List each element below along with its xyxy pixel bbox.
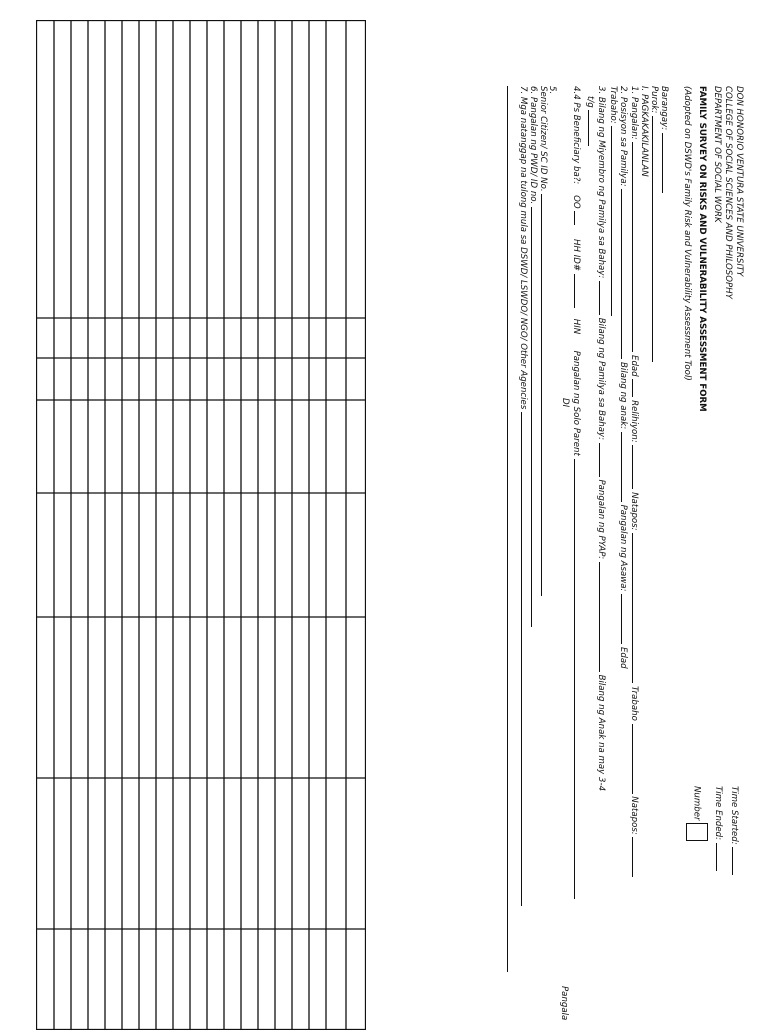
hh-id-input[interactable] <box>574 274 575 308</box>
trabaho-row <box>608 86 617 316</box>
item5-label: 5. <box>547 86 557 95</box>
pangalan-pyap-input[interactable] <box>599 562 600 672</box>
natanggap-label: 7. Mga natanggap na tulong mula sa DSWD/ LSWDO/ NGO/ Other Agencies <box>518 86 528 410</box>
posisyon-input[interactable] <box>621 189 622 359</box>
trabaho-label: Trabaho <box>629 686 639 721</box>
time-ended-input[interactable] <box>716 843 717 871</box>
senior-row <box>538 86 547 596</box>
pangalan-input[interactable] <box>632 142 633 352</box>
university-name: DON HONORIO VENTURA STATE UNIVERSITY <box>734 86 744 277</box>
bilang-miyembro-input[interactable] <box>599 281 600 315</box>
blank-line <box>504 86 513 972</box>
department-name: DEPARTMENT OF SOCIAL WORK <box>712 86 722 223</box>
pwd-input[interactable] <box>531 207 532 627</box>
time-ended-label: Time Ended: <box>713 786 723 840</box>
bilang-pamilya-input[interactable] <box>599 443 600 477</box>
time-started-input[interactable] <box>732 847 733 875</box>
time-ended-field <box>713 786 722 871</box>
natapos2-input[interactable] <box>632 837 633 877</box>
taong-gulang-input[interactable] <box>588 110 589 146</box>
pangalan-asawa-label: Pangalan ng Asawa: <box>618 504 628 592</box>
bilang-pamilya-label: Bilang ng Pamilya sa Bahay: <box>596 317 606 440</box>
number-label: Number <box>691 786 702 821</box>
bilang-miyembro-label: 3. Bilang ng Miyembro ng Pamilya sa Bahay: <box>596 86 606 279</box>
time-started-field <box>729 786 738 875</box>
pangalan-cut-label: Pangala <box>559 986 569 1021</box>
natapos-input[interactable] <box>632 533 633 683</box>
ps-beneficiary-label: 4.4 Ps Beneficiary ba?: <box>571 86 581 185</box>
hin-label: HIN <box>571 318 581 335</box>
assessment-grid-table <box>36 20 366 1030</box>
posisyon-label: 2. Posisyon sa Pamilya: <box>618 86 628 187</box>
barangay-input[interactable] <box>662 133 663 193</box>
time-started-label: Time Started: <box>729 786 739 845</box>
oo-input[interactable] <box>574 211 575 225</box>
pangalan-solo-label: Pangalan ng Solo Parent <box>571 350 581 456</box>
ps-beneficiary-row <box>571 86 580 899</box>
relihiyon-label: Relihiyon: <box>629 400 639 443</box>
natapos-label: Natapos: <box>629 492 639 531</box>
senior-input[interactable] <box>541 194 542 596</box>
family-survey-form <box>408 0 768 1024</box>
bilang-miyembro-row <box>596 86 605 791</box>
pangalan-row <box>629 86 638 877</box>
edad-input[interactable] <box>632 379 633 397</box>
barangay-field <box>659 86 668 193</box>
college-name: COLLEGE OF SOCIAL SCIENCES AND PHILOSOPHY <box>723 86 733 299</box>
grid-lines <box>36 20 366 1030</box>
purok-input[interactable] <box>652 116 653 362</box>
edad2-label: Edad <box>618 646 628 669</box>
edad-label: Edad <box>629 355 639 377</box>
number-field <box>686 786 708 841</box>
bilang-anak-edad-label: Bilang ng Anak na may 3-4 <box>596 674 606 792</box>
purok-label: Purok: <box>649 86 659 114</box>
taong-gulang-row <box>585 96 594 146</box>
posisyon-row <box>618 86 627 669</box>
form-title: FAMILY SURVEY ON RISKS AND VULNERABILITY ASSESSMENT FORM <box>697 86 707 412</box>
blank-line-input[interactable] <box>507 86 508 972</box>
relihiyon-input[interactable] <box>632 445 633 489</box>
trabaho-row-input[interactable] <box>611 126 612 316</box>
natapos2-label: Natapos: <box>629 796 639 835</box>
trabaho-row-label: Trabaho: <box>608 86 618 124</box>
di-option[interactable]: DI <box>560 398 570 408</box>
senior-label: Senior Citizen/ SC ID No. <box>538 86 548 192</box>
barangay-label: Barangay: <box>659 86 669 131</box>
bilang-anak-label: Bilang ng anak: <box>618 362 628 430</box>
form-subtitle: (Adopted on DSWD's Family Risk and Vulnerability Assessment Tool) <box>682 86 692 381</box>
number-box[interactable] <box>686 823 708 841</box>
trabaho-input[interactable] <box>632 724 633 794</box>
pangalan-asawa-input[interactable] <box>621 594 622 644</box>
bilang-anak-input[interactable] <box>621 432 622 502</box>
pwd-label: 6. Pangalan ng PWD/ ID no. <box>528 86 538 205</box>
pangalan-label: 1. Pangalan: <box>629 86 639 140</box>
taong-gulang-label: t/g <box>585 96 595 108</box>
oo-option[interactable]: OO <box>571 195 581 209</box>
pangalan-solo-input[interactable] <box>574 459 575 899</box>
purok-field <box>649 86 658 362</box>
pangalan-pyap-label: Pangalan ng PYAP: <box>596 479 606 560</box>
hh-id-label: HH ID# <box>571 239 581 272</box>
section-pagkakakilanlan: I. PAGKAKAKILANLAN <box>639 86 649 177</box>
pwd-row <box>528 86 537 627</box>
natanggap-input[interactable] <box>521 412 522 906</box>
natanggap-row <box>518 86 527 906</box>
